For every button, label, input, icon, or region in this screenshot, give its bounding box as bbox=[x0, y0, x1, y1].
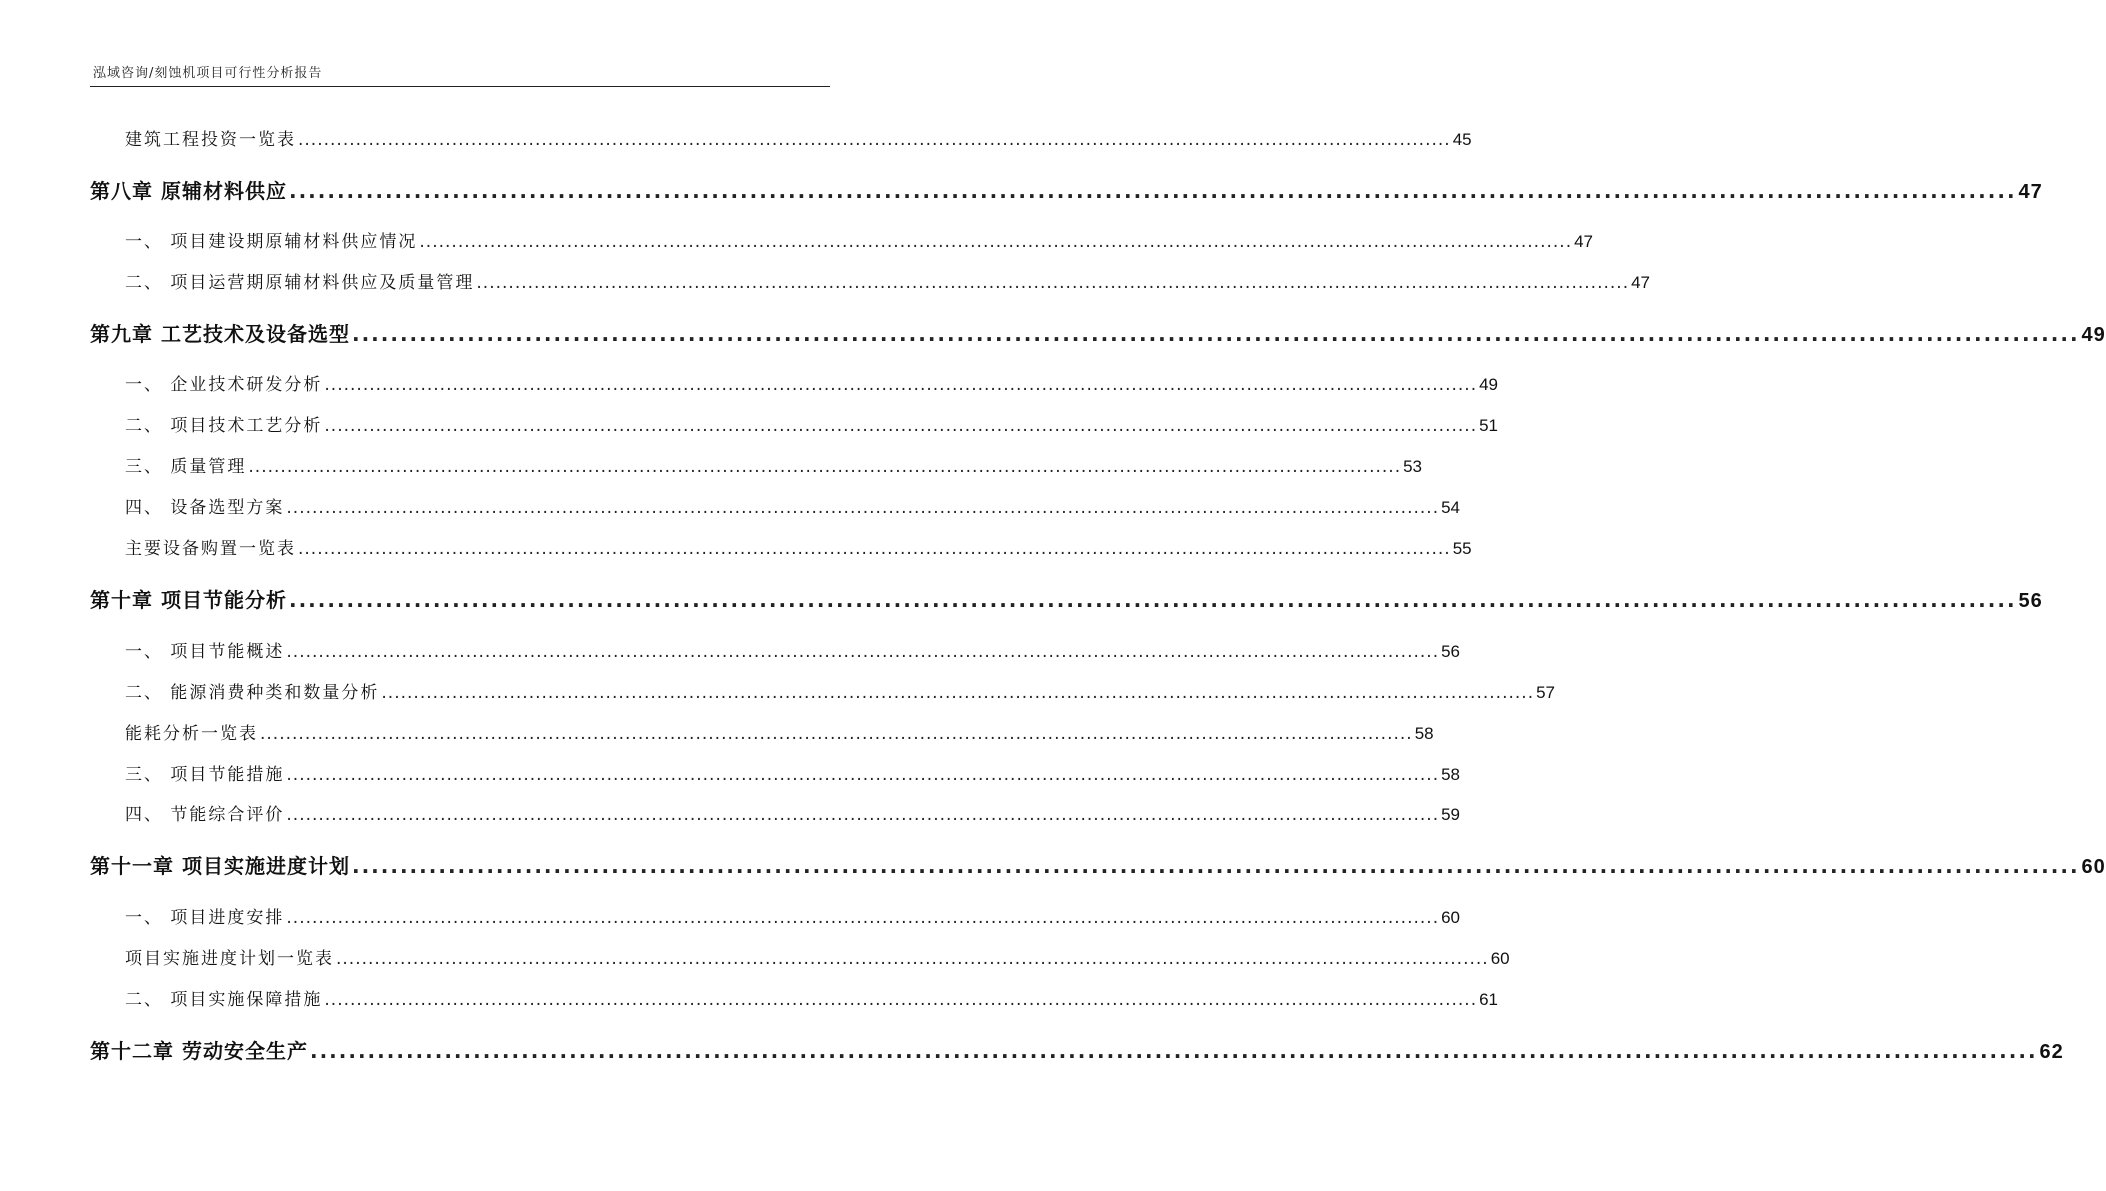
toc-entry-page: 51 bbox=[1479, 416, 1499, 435]
toc-entry[interactable] bbox=[125, 125, 1472, 150]
running-header: 泓域咨询/刻蚀机项目可行性分析报告 bbox=[93, 66, 323, 81]
toc-entry-page: 47 bbox=[2018, 181, 2043, 203]
toc-leader-dots: .................................................................................................................................................................................... bbox=[419, 232, 1573, 252]
toc-entry-label: 二、 项目运营期原辅材料供应及质量管理 bbox=[125, 273, 475, 293]
toc-entry-page: 60 bbox=[1490, 949, 1510, 968]
toc-entry-page: 45 bbox=[1452, 130, 1472, 149]
toc-entry[interactable] bbox=[125, 637, 1461, 662]
toc-leader-dots: .................................................................................................................................................................................... bbox=[288, 179, 2017, 203]
toc-entry[interactable] bbox=[125, 985, 1499, 1010]
toc-leader-dots: .................................................................................................................................................................................... bbox=[351, 854, 2080, 878]
toc-entry[interactable] bbox=[125, 760, 1461, 785]
toc-entry-page: 62 bbox=[2039, 1041, 2064, 1063]
toc-entry-label: 二、 项目实施保障措施 bbox=[125, 990, 323, 1010]
toc-entry-page: 47 bbox=[1631, 273, 1651, 292]
toc-entry[interactable] bbox=[125, 944, 1510, 969]
toc-chapter-entry[interactable] bbox=[90, 175, 2043, 204]
toc-entry-page: 60 bbox=[1441, 908, 1461, 927]
toc-entry-label: 第十一章 项目实施进度计划 bbox=[90, 854, 350, 878]
toc-leader-dots: .................................................................................................................................................................................... bbox=[286, 642, 1440, 662]
toc-entry-label: 二、 能源消费种类和数量分析 bbox=[125, 683, 380, 703]
toc-entry-page: 53 bbox=[1403, 457, 1423, 476]
toc-entry-label: 第八章 原辅材料供应 bbox=[90, 179, 287, 203]
toc-entry-page: 58 bbox=[1414, 724, 1434, 743]
toc-entry-label: 主要设备购置一览表 bbox=[125, 539, 296, 559]
toc-leader-dots: .................................................................................................................................................................................... bbox=[324, 416, 1478, 436]
toc-entry-page: 49 bbox=[2081, 324, 2106, 346]
toc-entry-page: 59 bbox=[1441, 805, 1461, 824]
toc-chapter-entry[interactable] bbox=[90, 318, 2106, 347]
toc-entry[interactable] bbox=[125, 227, 1594, 252]
toc-entry-label: 第十二章 劳动安全生产 bbox=[90, 1039, 308, 1063]
toc-leader-dots: .................................................................................................................................................................................... bbox=[260, 724, 1413, 744]
toc-entry-page: 57 bbox=[1536, 683, 1556, 702]
toc-entry-page: 47 bbox=[1574, 232, 1594, 251]
toc-leader-dots: .................................................................................................................................................................................... bbox=[286, 805, 1440, 825]
toc-entry-page: 54 bbox=[1441, 498, 1461, 517]
toc-entry[interactable] bbox=[125, 800, 1461, 825]
toc-entry-label: 第十章 项目节能分析 bbox=[90, 588, 287, 612]
toc-entry[interactable] bbox=[125, 534, 1472, 559]
toc-entry-page: 49 bbox=[1479, 375, 1499, 394]
toc-entry-label: 四、 节能综合评价 bbox=[125, 805, 285, 825]
toc-entry[interactable] bbox=[125, 268, 1651, 293]
toc-entry-label: 建筑工程投资一览表 bbox=[125, 130, 296, 150]
toc-chapter-entry[interactable] bbox=[90, 850, 2106, 879]
toc-leader-dots: .................................................................................................................................................................................... bbox=[324, 990, 1478, 1010]
toc-leader-dots: .................................................................................................................................................................................... bbox=[336, 949, 1489, 969]
toc-leader-dots: .................................................................................................................................................................................... bbox=[309, 1039, 2038, 1063]
toc-leader-dots: .................................................................................................................................................................................... bbox=[298, 130, 1451, 150]
toc-leader-dots: .................................................................................................................................................................................... bbox=[288, 588, 2017, 612]
toc-leader-dots: .................................................................................................................................................................................... bbox=[324, 375, 1478, 395]
toc-leader-dots: .................................................................................................................................................................................... bbox=[248, 457, 1402, 477]
toc-entry-label: 能耗分析一览表 bbox=[125, 724, 258, 744]
toc-entry-page: 56 bbox=[1441, 642, 1461, 661]
toc-entry-page: 61 bbox=[1479, 990, 1499, 1009]
toc-entry-page: 56 bbox=[2018, 590, 2043, 612]
toc-leader-dots: .................................................................................................................................................................................... bbox=[286, 765, 1440, 785]
header-rule bbox=[90, 86, 830, 87]
toc-entry-page: 55 bbox=[1452, 539, 1472, 558]
toc-entry[interactable] bbox=[125, 452, 1423, 477]
toc-entry[interactable] bbox=[125, 678, 1556, 703]
toc-leader-dots: .................................................................................................................................................................................... bbox=[381, 683, 1535, 703]
toc-chapter-entry[interactable] bbox=[90, 584, 2043, 613]
toc-entry[interactable] bbox=[125, 493, 1461, 518]
toc-leader-dots: .................................................................................................................................................................................... bbox=[286, 498, 1440, 518]
toc-entry[interactable] bbox=[125, 719, 1434, 744]
toc-entry-label: 三、 质量管理 bbox=[125, 457, 247, 477]
toc-entry-page: 60 bbox=[2081, 856, 2106, 878]
toc-entry-label: 二、 项目技术工艺分析 bbox=[125, 416, 323, 436]
toc-chapter-entry[interactable] bbox=[90, 1035, 2064, 1064]
toc-leader-dots: .................................................................................................................................................................................... bbox=[476, 273, 1630, 293]
toc-leader-dots: .................................................................................................................................................................................... bbox=[351, 322, 2080, 346]
toc-entry-label: 一、 企业技术研发分析 bbox=[125, 375, 323, 395]
toc-leader-dots: .................................................................................................................................................................................... bbox=[298, 539, 1451, 559]
toc-entry[interactable] bbox=[125, 411, 1499, 436]
toc-entry-label: 一、 项目建设期原辅材料供应情况 bbox=[125, 232, 418, 252]
toc-entry-label: 第九章 工艺技术及设备选型 bbox=[90, 322, 350, 346]
toc-entry-label: 三、 项目节能措施 bbox=[125, 765, 285, 785]
toc-entry-page: 58 bbox=[1441, 765, 1461, 784]
toc-entry-label: 项目实施进度计划一览表 bbox=[125, 949, 334, 969]
toc-entry-label: 四、 设备选型方案 bbox=[125, 498, 285, 518]
toc-entry-label: 一、 项目节能概述 bbox=[125, 642, 285, 662]
toc-entry-label: 一、 项目进度安排 bbox=[125, 908, 285, 928]
toc-entry[interactable] bbox=[125, 903, 1461, 928]
toc-leader-dots: .................................................................................................................................................................................... bbox=[286, 908, 1440, 928]
toc-entry[interactable] bbox=[125, 370, 1499, 395]
